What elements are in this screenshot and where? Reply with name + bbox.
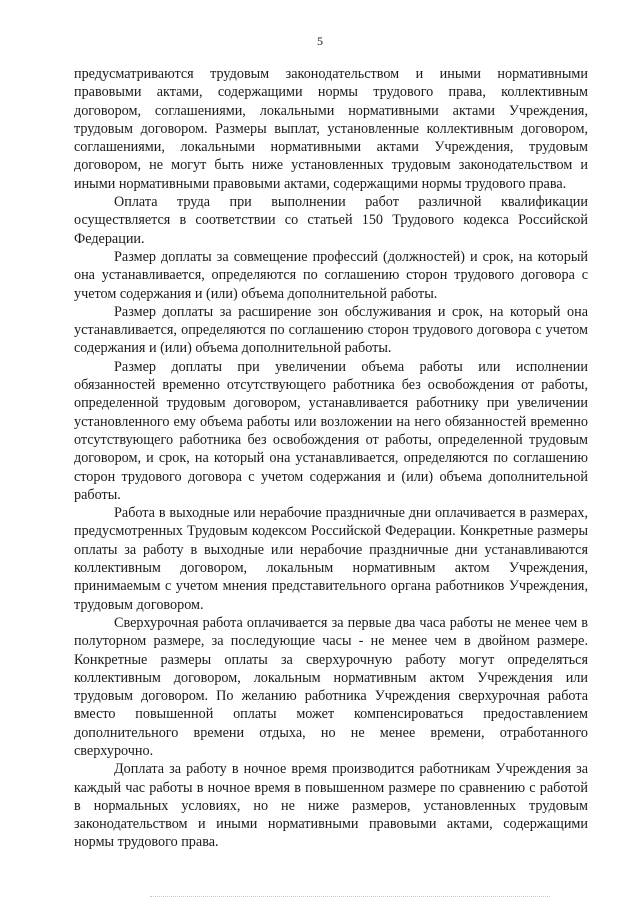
paragraph-night-work: Доплата за работу в ночное время производится работникам Учреждения за каждый час работы в ночное время в повышенном размере по сравнению с работой в нормальных условиях, но не ниже размеров, установленных трудовым законодательством и иными нормативными правовыми актами, содержащими нормы трудового права. xyxy=(74,761,588,851)
page-number: 5 xyxy=(317,34,323,48)
footer-divider xyxy=(150,896,550,897)
paragraph-varied-qualification: Оплата труда при выполнении работ различной квалификации осуществляется в соответствии со статьей 150 Трудового кодекса Российской Федерации. xyxy=(74,194,588,247)
document-body xyxy=(74,65,588,852)
paragraph-combining-professions: Размер доплаты за совмещение профессий (должностей) и срок, на который она устанавливается, определяются по соглашению сторон трудового договора с учетом содержания и (или) объема дополнительной работы. xyxy=(74,248,588,302)
paragraph-service-zones: Размер доплаты за расширение зон обслуживания и срок, на который она устанавливается, определяются по соглашению сторон трудового договора с учетом содержания и (или) объема дополнительной работы. xyxy=(74,303,588,357)
paragraph-overtime: Сверхурочная работа оплачивается за первые два часа работы не менее чем в полуторном размере, за последующие часы - не менее чем в двойном размере. Конкретные размеры оплаты за сверхурочную работу могут определяться коллективным договором, локальным нормативным актом Учреждения или трудовым договором. По желанию работника Учреждения сверхурочная работа вместо повышенной оплаты может компенсироваться предоставлением дополнительного времени отдыха, но не менее времени, отработанного сверхурочно. xyxy=(74,614,588,759)
paragraph-increased-workload: Размер доплаты при увеличении объема работы или исполнении обязанностей временно отсутствующего работника без освобождения от работы, определенной трудовым договором, устанавливается работнику при увеличении установленного ему объема работы или возложении на него обязанностей временно отсутствующего работника без освобождения от работы, определенной трудовым договором, и срок, на который она устанавливается, определяются по соглашению сторон трудового договора с учетом содержания и (или) объема дополнительной работы. xyxy=(74,358,588,503)
paragraph-continuation: предусматриваются трудовым законодательством и иными нормативными правовыми актами, содержащими нормы трудового права, коллективным договором, соглашениями, локальными нормативными актами Учреждения, трудовым договором. Размеры выплат, установленные коллективным договором, соглашениями, локальными нормативными актами Учреждения, трудовым договором, не могут быть ниже установленных трудовым законодательством и иными нормативными правовыми актами, содержащими нормы трудового права. xyxy=(74,66,588,192)
paragraph-weekend-work: Работа в выходные или нерабочие праздничные дни оплачивается в размерах, предусмотренных Трудовым кодексом Российской Федерации. Конкретные размеры оплаты за работу в выходные или нерабочие праздничные дни устанавливаются коллективным договором, локальным нормативным актом Учреждения, принимаемым с учетом мнения представительного органа работников Учреждения, трудовым договором. xyxy=(74,505,588,613)
